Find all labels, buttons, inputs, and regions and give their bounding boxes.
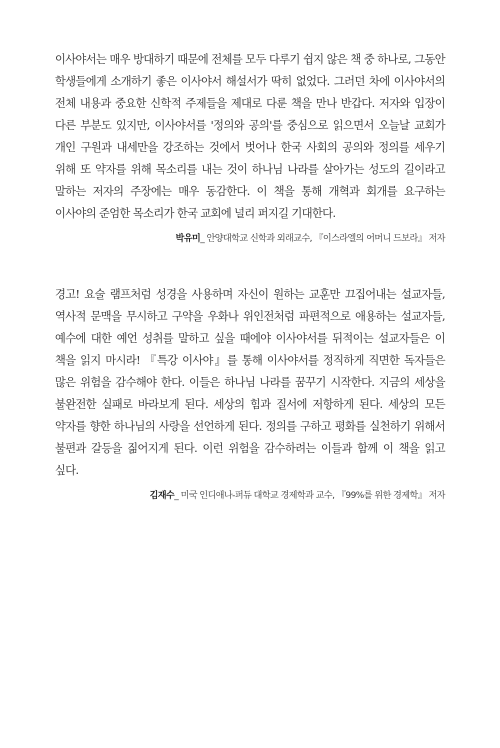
- author-affiliation: 미국 인디애나-퍼듀 대학교 경제학과 교수, 『99%를 위한 경제학』 저자: [180, 491, 445, 501]
- author-affiliation: 안양대학교 신학과 외래교수, 『이스라엘의 어머니 드보라』 저자: [206, 234, 445, 244]
- author-name: 박유미: [175, 234, 201, 244]
- signature-separator: _: [200, 234, 205, 244]
- endorsement-2: [55, 284, 445, 501]
- endorsement-signature: [55, 488, 445, 501]
- signature-separator: _: [174, 491, 179, 501]
- endorsement-signature: [55, 231, 445, 244]
- endorsement-text: 이사야서는 매우 방대하기 때문에 전체를 모두 다루기 쉽지 않은 책 중 하나로, 그동안 학생들에게 소개하기 좋은 이사야서 해설서가 딱히 없었다. 그러던 차에 이사야서의 전체 내용과 중요한 신학적 주제들을 제대로 다룬 책을 만나 반갑다. 저자와 입장이 다른 부분도 있지만, 이사야서를 '정의와 공의'를 중심으로 읽으면서 오늘날 교회가 개인 구원과 내세만을 강조하는 것에서 벗어나 한국 사회의 공의와 정의를 세우기 위해 또 약자를 위해 목소리를 내는 것이 하나님 나라를 살아가는 성도의 길이라고 말하는 저자의 주장에는 매우 동감한다. 이 책을 통해 개혁과 회개를 요구하는 이사야의 준엄한 목소리가 한국 교회에 널리 퍼지길 기대한다.: [55, 53, 445, 220]
- endorsement-1: [55, 49, 445, 244]
- endorsement-list: [55, 49, 445, 501]
- author-name: 김재수: [149, 491, 175, 501]
- endorsement-text: 경고! 요술 램프처럼 성경을 사용하며 자신이 원하는 교훈만 끄집어내는 설교자들, 역사적 문맥을 무시하고 구약을 우화나 위인전처럼 파편적으로 애용하는 설교자들, 예수에 대한 예언 성취를 말하고 싶을 때에야 이사야서를 뒤적이는 설교자들은 이 책을 읽지 마시라! 『특강 이사야』를 통해 이사야서를 정직하게 직면한 독자들은 많은 위험을 감수해야 한다. 이들은 하나님 나라를 꿈꾸기 시작한다. 지금의 세상을 불완전한 실패로 바라보게 된다. 세상의 힘과 질서에 저항하게 된다. 세상의 모든 약자를 향한 하나님의 사랑을 선언하게 된다. 정의를 구하고 평화를 실천하기 위해서 불편과 갈등을 짊어지게 된다. 이런 위험을 감수하려는 이들과 함께 이 책을 읽고 싶다.: [55, 288, 445, 477]
